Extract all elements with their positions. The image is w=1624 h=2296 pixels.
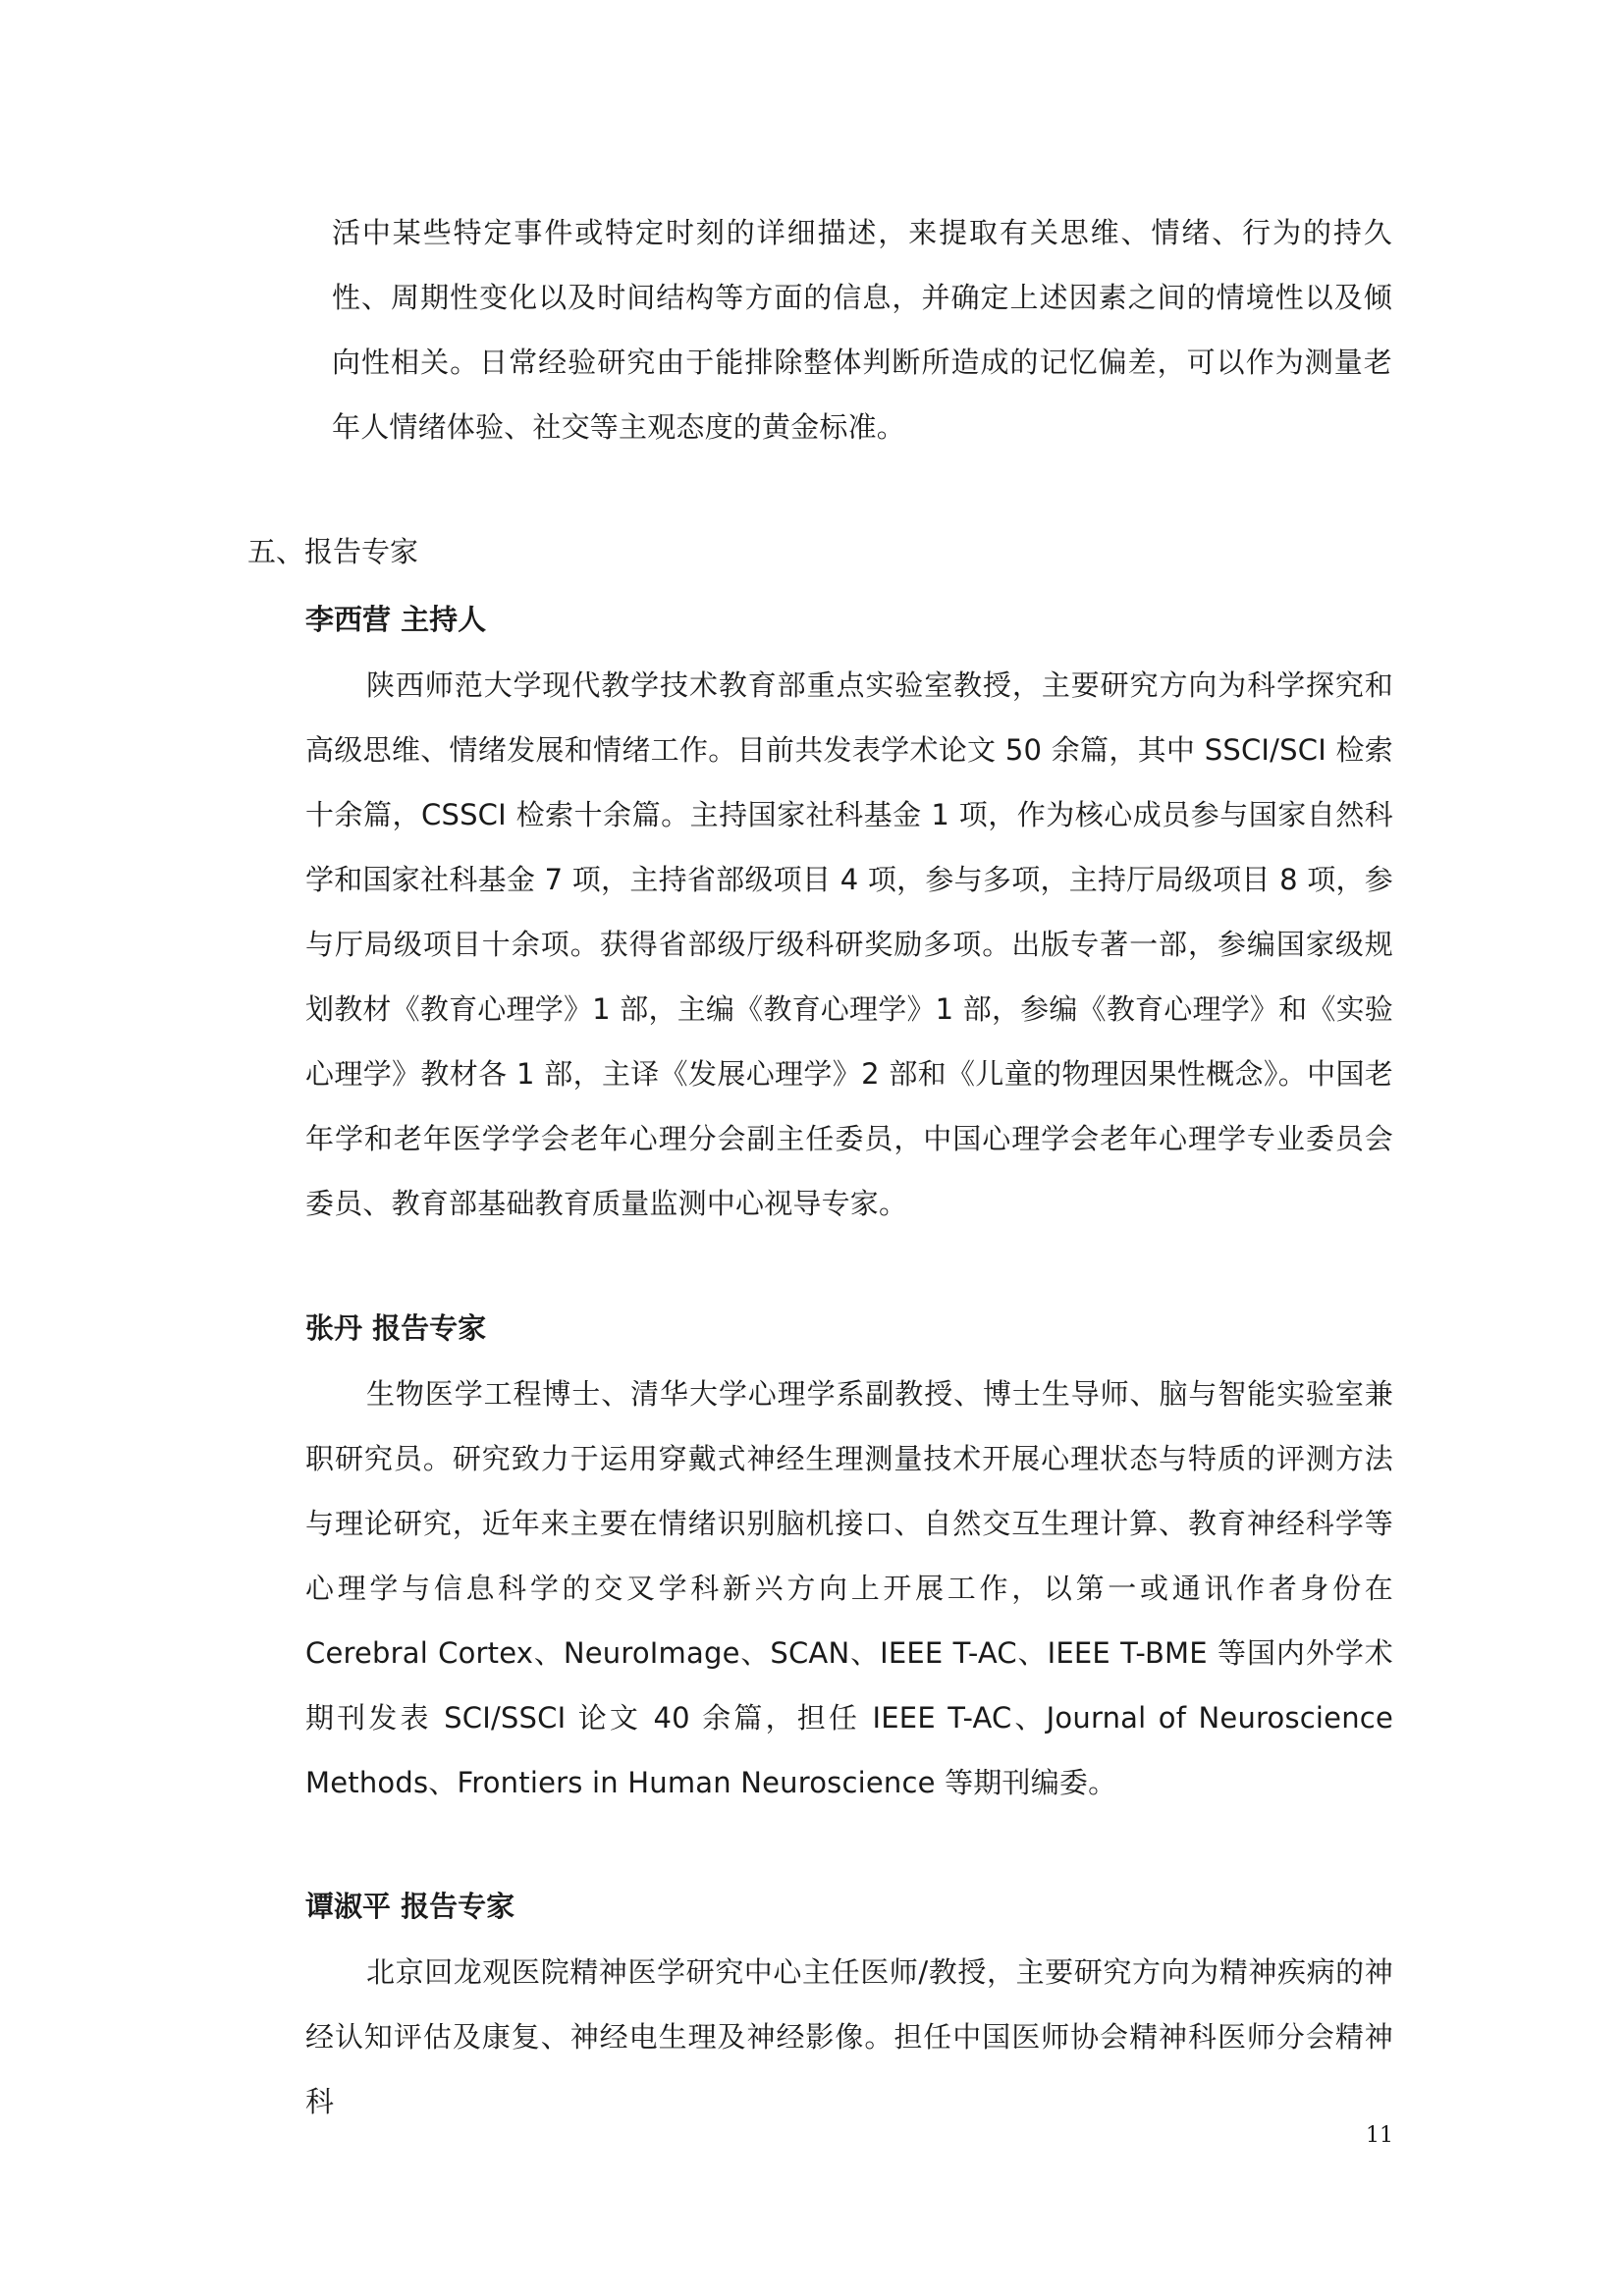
expert-bio-li-xiying: 陕西师范大学现代教学技术教育部重点实验室教授，主要研究方向为科学探究和高级思维、情绪发展和情绪工作。目前共发表学术论文 50 余篇，其中 SSCI/SCI 检索十余篇，CSSCI 检索十余篇。主持国家社科基金 1 项，作为核心成员参与国家自然科学和国家社科基金 7 项，主持省部级项目 4 项，参与多项，主持厅局级项目 8 项，参与厅局级项目十余项。获得省部级厅级科研奖励多项。出版专著一部，参编国家级规划教材《教育心理学》1 部，主编《教育心理学》1 部，参编《教育心理学》和《实验心理学》教材各 1 部，主译《发展心理学》2 部和《儿童的物理因果性概念》。中国老年学和老年医学学会老年心理分会副主任委员，中国心理学会老年心理学专业委员会委员、教育部基础教育质量监测中心视导专家。	[305, 668, 1393, 1220]
expert-bio-tan-shuping: 北京回龙观医院精神医学研究中心主任医师/教授，主要研究方向为精神疾病的神经认知评估及康复、神经电生理及神经影像。担任中国医师协会精神科医师分会精神科	[305, 1955, 1393, 2118]
section-heading: 五、报告专家	[247, 535, 419, 568]
expert-heading-zhang-dan: 张丹 报告专家	[305, 1311, 487, 1345]
expert-heading-li-xiying: 李西营 主持人	[305, 603, 487, 636]
page-number: 11	[1366, 2123, 1393, 2148]
expert-heading-tan-shuping: 谭淑平 报告专家	[305, 1890, 515, 1923]
intro-paragraph: 活中某些特定事件或特定时刻的详细描述，来提取有关思维、情绪、行为的持久性、周期性变化以及时间结构等方面的信息，并确定上述因素之间的情境性以及倾向性相关。日常经验研究由于能排除整体判断所造成的记忆偏差，可以作为测量老年人情绪体验、社交等主观态度的黄金标准。	[332, 216, 1392, 444]
expert-bio-zhang-dan: 生物医学工程博士、清华大学心理学系副教授、博士生导师、脑与智能实验室兼职研究员。研究致力于运用穿戴式神经生理测量技术开展心理状态与特质的评测方法与理论研究，近年来主要在情绪识别脑机接口、自然交互生理计算、教育神经科学等心理学与信息科学的交叉学科新兴方向上开展工作，以第一或通讯作者身份在 Cerebral Cortex、NeuroImage、SCAN、IEEE T-AC、IEEE T-BME 等国内外学术期刊发表 SCI/SSCI 论文 40 余篇，担任 IEEE T-AC、Journal of Neuroscience Methods、Frontiers in Human Neuroscience 等期刊编委。	[305, 1377, 1393, 1799]
